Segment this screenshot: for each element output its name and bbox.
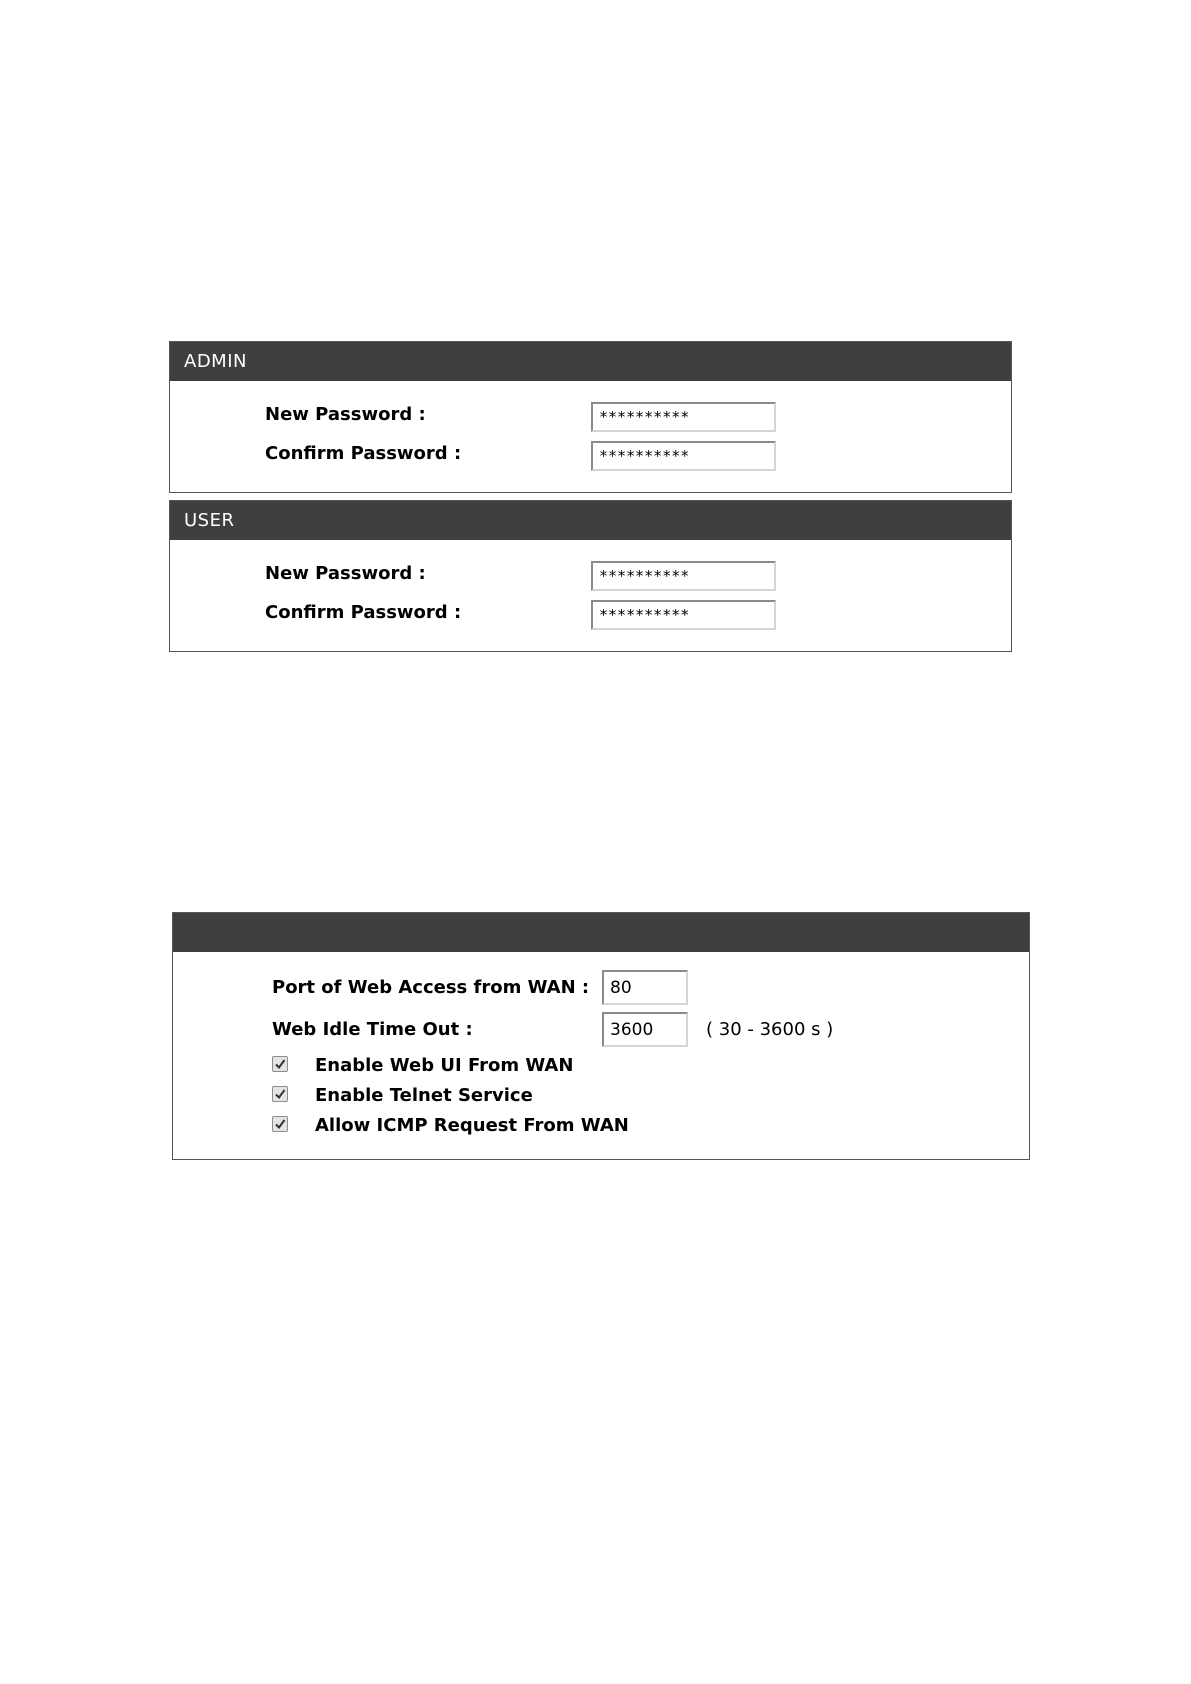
enable-web-ui-from-wan-checkbox[interactable]: [272, 1056, 288, 1072]
check-icon: [273, 1057, 287, 1071]
web-access-port-label: Port of Web Access from WAN :: [272, 977, 590, 998]
allow-icmp-request-from-wan-checkbox[interactable]: [272, 1116, 288, 1132]
admin-confirm-password-field[interactable]: [591, 441, 776, 471]
remote-access-panel-title: [173, 913, 1029, 952]
check-icon: [273, 1117, 287, 1131]
admin-confirm-password-label: Confirm Password :: [265, 443, 462, 464]
user-confirm-password-field[interactable]: [591, 600, 776, 630]
user-confirm-password-label: Confirm Password :: [265, 602, 462, 623]
check-icon: [273, 1087, 287, 1101]
user-new-password-field[interactable]: [591, 561, 776, 591]
allow-icmp-request-from-wan-label: Allow ICMP Request From WAN: [315, 1115, 629, 1136]
web-access-port-field[interactable]: [602, 970, 688, 1005]
remote-access-panel: [172, 912, 1030, 1160]
admin-panel: [169, 341, 1012, 493]
user-new-password-label: New Password :: [265, 563, 426, 584]
user-panel: [169, 500, 1012, 652]
enable-web-ui-from-wan-label: Enable Web UI From WAN: [315, 1055, 574, 1076]
web-idle-timeout-label: Web Idle Time Out :: [272, 1019, 473, 1040]
admin-panel-title: ADMIN: [170, 342, 1011, 381]
web-idle-timeout-field[interactable]: [602, 1012, 688, 1047]
admin-new-password-label: New Password :: [265, 404, 426, 425]
user-panel-title: USER: [170, 501, 1011, 540]
enable-telnet-service-checkbox[interactable]: [272, 1086, 288, 1102]
web-idle-timeout-range: ( 30 - 3600 s ): [706, 1019, 834, 1040]
enable-telnet-service-label: Enable Telnet Service: [315, 1085, 533, 1106]
admin-new-password-field[interactable]: [591, 402, 776, 432]
